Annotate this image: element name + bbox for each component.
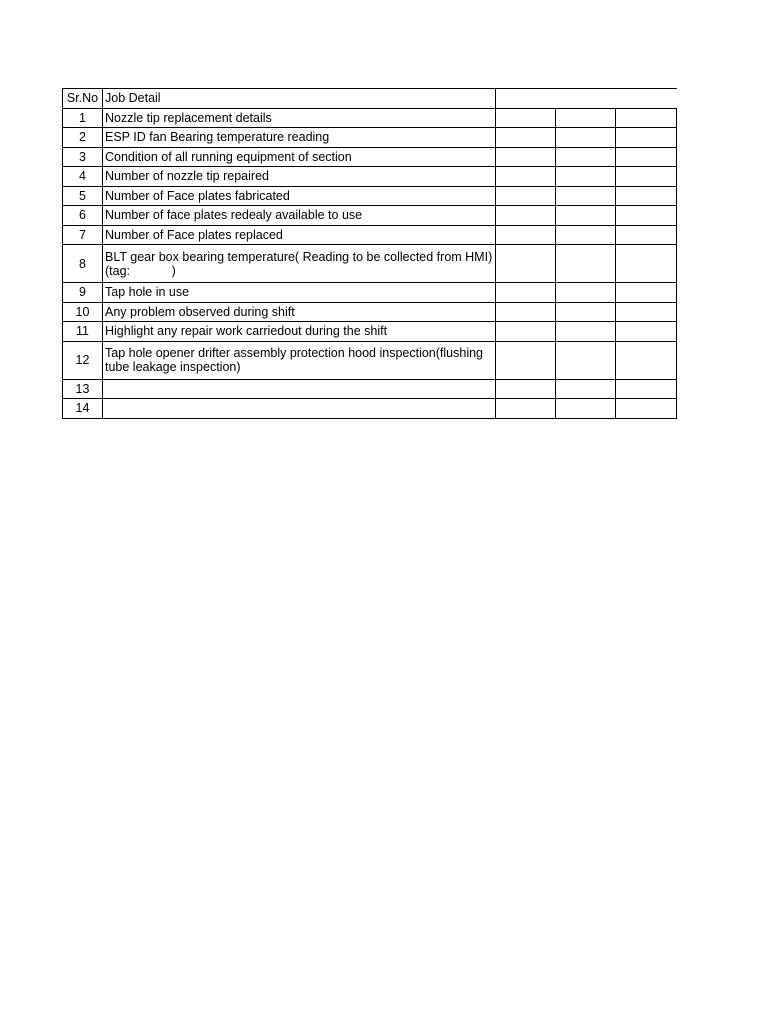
table-row	[63, 399, 677, 419]
row-job-detail: ESP ID fan Bearing temperature reading	[103, 128, 496, 148]
table-row	[63, 128, 677, 148]
entry-cell[interactable]	[616, 379, 677, 399]
entry-cell[interactable]	[616, 399, 677, 419]
entry-cell[interactable]	[556, 167, 616, 187]
header-blank[interactable]	[496, 89, 677, 109]
entry-cell[interactable]	[556, 147, 616, 167]
entry-cell[interactable]	[616, 283, 677, 303]
table-row	[63, 283, 677, 303]
table-header-row	[63, 89, 677, 109]
entry-cell[interactable]	[496, 322, 556, 342]
entry-cell[interactable]	[616, 128, 677, 148]
row-job-detail: Any problem observed during shift	[103, 302, 496, 322]
entry-cell[interactable]	[556, 302, 616, 322]
table-row	[63, 245, 677, 283]
entry-cell[interactable]	[616, 341, 677, 379]
row-job-detail: Tap hole opener drifter assembly protection hood inspection(flushing tube leakage inspection)	[103, 341, 496, 379]
row-number: 13	[63, 379, 103, 399]
table-row	[63, 206, 677, 226]
entry-cell[interactable]	[496, 379, 556, 399]
entry-cell[interactable]	[556, 128, 616, 148]
entry-cell[interactable]	[496, 399, 556, 419]
entry-cell[interactable]	[496, 225, 556, 245]
row-number: 4	[63, 167, 103, 187]
row-number: 11	[63, 322, 103, 342]
job-detail-table	[62, 88, 677, 419]
row-job-detail[interactable]	[103, 379, 496, 399]
row-number: 1	[63, 108, 103, 128]
entry-cell[interactable]	[556, 108, 616, 128]
entry-cell[interactable]	[556, 322, 616, 342]
entry-cell[interactable]	[496, 302, 556, 322]
entry-cell[interactable]	[616, 225, 677, 245]
entry-cell[interactable]	[556, 399, 616, 419]
entry-cell[interactable]	[556, 283, 616, 303]
row-number: 14	[63, 399, 103, 419]
row-job-detail: Highlight any repair work carriedout during the shift	[103, 322, 496, 342]
table-row	[63, 186, 677, 206]
row-job-detail: Number of nozzle tip repaired	[103, 167, 496, 187]
entry-cell[interactable]	[556, 206, 616, 226]
table-row	[63, 341, 677, 379]
row-number: 2	[63, 128, 103, 148]
entry-cell[interactable]	[556, 225, 616, 245]
row-job-detail: Number of face plates redealy available to use	[103, 206, 496, 226]
header-srno: Sr.No	[63, 89, 103, 109]
entry-cell[interactable]	[496, 186, 556, 206]
entry-cell[interactable]	[496, 128, 556, 148]
entry-cell[interactable]	[496, 206, 556, 226]
table-row	[63, 108, 677, 128]
entry-cell[interactable]	[616, 302, 677, 322]
row-number: 3	[63, 147, 103, 167]
header-job-detail: Job Detail	[103, 89, 496, 109]
row-number: 6	[63, 206, 103, 226]
entry-cell[interactable]	[616, 108, 677, 128]
entry-cell[interactable]	[496, 167, 556, 187]
entry-cell[interactable]	[496, 147, 556, 167]
table-row	[63, 379, 677, 399]
entry-cell[interactable]	[616, 322, 677, 342]
row-job-detail: Number of Face plates replaced	[103, 225, 496, 245]
entry-cell[interactable]	[616, 206, 677, 226]
row-job-detail: Nozzle tip replacement details	[103, 108, 496, 128]
entry-cell[interactable]	[496, 108, 556, 128]
row-job-detail: BLT gear box bearing temperature( Reading to be collected from HMI)(tag: )	[103, 245, 496, 283]
entry-cell[interactable]	[556, 341, 616, 379]
row-number: 12	[63, 341, 103, 379]
entry-cell[interactable]	[616, 167, 677, 187]
entry-cell[interactable]	[496, 245, 556, 283]
row-job-detail: Number of Face plates fabricated	[103, 186, 496, 206]
entry-cell[interactable]	[616, 147, 677, 167]
entry-cell[interactable]	[496, 341, 556, 379]
table-row	[63, 302, 677, 322]
row-number: 5	[63, 186, 103, 206]
entry-cell[interactable]	[616, 245, 677, 283]
table-row	[63, 167, 677, 187]
row-number: 8	[63, 245, 103, 283]
job-detail-sheet	[62, 88, 677, 419]
table-row	[63, 225, 677, 245]
table-row	[63, 147, 677, 167]
entry-cell[interactable]	[556, 245, 616, 283]
row-job-detail: Condition of all running equipment of section	[103, 147, 496, 167]
table-row	[63, 322, 677, 342]
row-number: 10	[63, 302, 103, 322]
entry-cell[interactable]	[496, 283, 556, 303]
row-number: 9	[63, 283, 103, 303]
row-job-detail: Tap hole in use	[103, 283, 496, 303]
row-job-detail[interactable]	[103, 399, 496, 419]
row-number: 7	[63, 225, 103, 245]
entry-cell[interactable]	[556, 379, 616, 399]
entry-cell[interactable]	[556, 186, 616, 206]
entry-cell[interactable]	[616, 186, 677, 206]
